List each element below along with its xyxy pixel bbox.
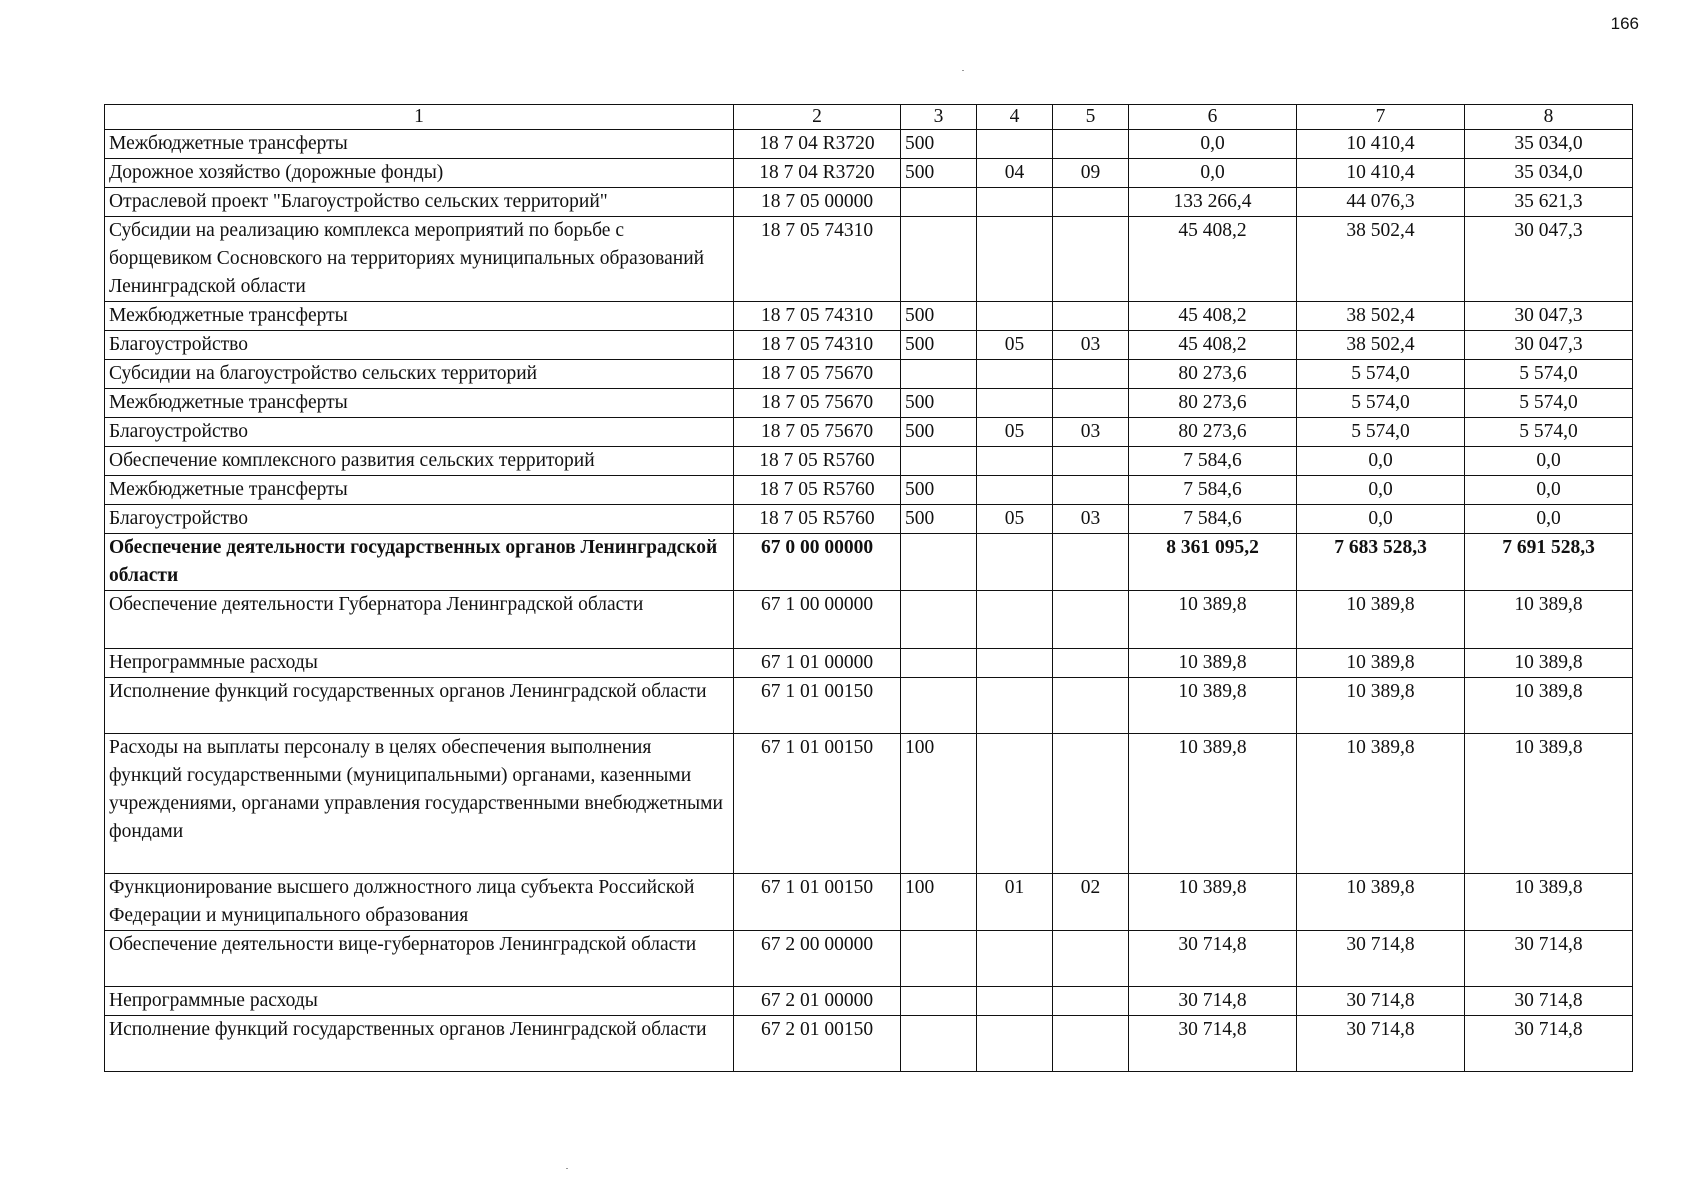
section-cell (977, 649, 1053, 678)
expense-type-cell: 100 (901, 874, 977, 931)
amount-cell-6: 133 266,4 (1129, 188, 1297, 217)
amount-cell-7: 5 574,0 (1297, 418, 1465, 447)
expense-type-cell: 500 (901, 130, 977, 159)
target-article-cell: 18 7 04 R3720 (734, 130, 901, 159)
amount-cell-6: 45 408,2 (1129, 302, 1297, 331)
row-name-cell: Непрограммные расходы (105, 987, 734, 1016)
amount-cell-7: 10 389,8 (1297, 591, 1465, 649)
amount-cell-7: 5 574,0 (1297, 389, 1465, 418)
row-name-cell: Обеспечение деятельности Губернатора Ленинградской области (105, 591, 734, 649)
expense-type-cell: 500 (901, 476, 977, 505)
amount-cell-6: 80 273,6 (1129, 389, 1297, 418)
expense-type-cell: 500 (901, 389, 977, 418)
section-cell (977, 987, 1053, 1016)
target-article-cell: 67 1 01 00150 (734, 734, 901, 874)
table-row (105, 130, 1633, 159)
amount-cell-6: 30 714,8 (1129, 931, 1297, 987)
table-row (105, 505, 1633, 534)
amount-cell-8: 30 714,8 (1465, 931, 1633, 987)
table-row (105, 874, 1633, 931)
row-name-cell: Благоустройство (105, 418, 734, 447)
subsection-cell (1053, 649, 1129, 678)
table-row (105, 987, 1633, 1016)
subsection-cell (1053, 188, 1129, 217)
amount-cell-7: 0,0 (1297, 505, 1465, 534)
amount-cell-8: 10 389,8 (1465, 649, 1633, 678)
target-article-cell: 67 2 00 00000 (734, 931, 901, 987)
amount-cell-8: 10 389,8 (1465, 678, 1633, 734)
page-number: 166 (1610, 14, 1639, 33)
table-row (105, 159, 1633, 188)
target-article-cell: 67 2 01 00150 (734, 1016, 901, 1072)
target-article-cell: 18 7 05 74310 (734, 217, 901, 302)
target-article-cell: 67 1 01 00150 (734, 874, 901, 931)
section-cell: 05 (977, 331, 1053, 360)
scan-speck (566, 1168, 568, 1169)
subsection-cell (1053, 130, 1129, 159)
target-article-cell: 67 1 00 00000 (734, 591, 901, 649)
table-body (105, 130, 1633, 1072)
section-cell (977, 130, 1053, 159)
target-article-cell: 18 7 05 75670 (734, 418, 901, 447)
section-cell (977, 188, 1053, 217)
table-row (105, 476, 1633, 505)
amount-cell-8: 30 714,8 (1465, 1016, 1633, 1072)
section-cell (977, 302, 1053, 331)
amount-cell-6: 30 714,8 (1129, 1016, 1297, 1072)
header-cell: 7 (1297, 105, 1465, 130)
header-cell: 8 (1465, 105, 1633, 130)
table-row (105, 188, 1633, 217)
amount-cell-7: 44 076,3 (1297, 188, 1465, 217)
expense-type-cell: 500 (901, 505, 977, 534)
amount-cell-8: 0,0 (1465, 505, 1633, 534)
amount-cell-8: 30 047,3 (1465, 331, 1633, 360)
target-article-cell: 18 7 05 00000 (734, 188, 901, 217)
header-cell: 4 (977, 105, 1053, 130)
subsection-cell: 09 (1053, 159, 1129, 188)
expense-type-cell (901, 217, 977, 302)
amount-cell-8: 30 047,3 (1465, 217, 1633, 302)
amount-cell-8: 10 389,8 (1465, 734, 1633, 874)
amount-cell-7: 10 410,4 (1297, 130, 1465, 159)
subsection-cell (1053, 931, 1129, 987)
amount-cell-8: 30 047,3 (1465, 302, 1633, 331)
section-cell (977, 389, 1053, 418)
section-cell (977, 591, 1053, 649)
section-cell (977, 360, 1053, 389)
row-name-cell: Субсидии на благоустройство сельских территорий (105, 360, 734, 389)
section-cell (977, 678, 1053, 734)
subsection-cell (1053, 1016, 1129, 1072)
subsection-cell (1053, 302, 1129, 331)
amount-cell-7: 10 389,8 (1297, 874, 1465, 931)
amount-cell-6: 80 273,6 (1129, 418, 1297, 447)
amount-cell-7: 38 502,4 (1297, 331, 1465, 360)
amount-cell-6: 0,0 (1129, 159, 1297, 188)
subsection-cell (1053, 534, 1129, 591)
table-header-row (105, 105, 1633, 130)
amount-cell-7: 38 502,4 (1297, 217, 1465, 302)
amount-cell-6: 7 584,6 (1129, 447, 1297, 476)
amount-cell-8: 5 574,0 (1465, 389, 1633, 418)
table-row (105, 1016, 1633, 1072)
subsection-cell (1053, 678, 1129, 734)
row-name-cell: Отраслевой проект "Благоустройство сельских территорий" (105, 188, 734, 217)
amount-cell-7: 10 410,4 (1297, 159, 1465, 188)
amount-cell-6: 10 389,8 (1129, 874, 1297, 931)
target-article-cell: 18 7 04 R3720 (734, 159, 901, 188)
expense-type-cell (901, 360, 977, 389)
expense-type-cell (901, 188, 977, 217)
subsection-cell: 03 (1053, 505, 1129, 534)
row-name-cell: Межбюджетные трансферты (105, 389, 734, 418)
subsection-cell: 03 (1053, 331, 1129, 360)
amount-cell-6: 30 714,8 (1129, 987, 1297, 1016)
amount-cell-7: 0,0 (1297, 447, 1465, 476)
header-cell: 3 (901, 105, 977, 130)
amount-cell-7: 10 389,8 (1297, 649, 1465, 678)
section-cell (977, 447, 1053, 476)
table-row (105, 649, 1633, 678)
target-article-cell: 18 7 05 R5760 (734, 447, 901, 476)
target-article-cell: 18 7 05 75670 (734, 360, 901, 389)
table-row (105, 302, 1633, 331)
section-cell: 05 (977, 418, 1053, 447)
subsection-cell (1053, 476, 1129, 505)
amount-cell-8: 0,0 (1465, 476, 1633, 505)
amount-cell-8: 35 034,0 (1465, 130, 1633, 159)
amount-cell-6: 8 361 095,2 (1129, 534, 1297, 591)
row-name-cell: Расходы на выплаты персоналу в целях обеспечения выполнения функций государственными (муниципальными) органами, казенными учреждениями, органами управления государственными внебюджетными фондами (105, 734, 734, 874)
amount-cell-6: 10 389,8 (1129, 678, 1297, 734)
table-row (105, 217, 1633, 302)
table-row (105, 360, 1633, 389)
amount-cell-7: 5 574,0 (1297, 360, 1465, 389)
row-name-cell: Обеспечение комплексного развития сельских территорий (105, 447, 734, 476)
row-name-cell: Обеспечение деятельности государственных органов Ленинградской области (105, 534, 734, 591)
target-article-cell: 67 1 01 00150 (734, 678, 901, 734)
target-article-cell: 18 7 05 74310 (734, 302, 901, 331)
expense-type-cell (901, 591, 977, 649)
amount-cell-6: 7 584,6 (1129, 476, 1297, 505)
amount-cell-8: 0,0 (1465, 447, 1633, 476)
amount-cell-8: 10 389,8 (1465, 591, 1633, 649)
row-name-cell: Межбюджетные трансферты (105, 302, 734, 331)
expense-type-cell (901, 649, 977, 678)
amount-cell-6: 45 408,2 (1129, 331, 1297, 360)
amount-cell-8: 35 034,0 (1465, 159, 1633, 188)
subsection-cell (1053, 447, 1129, 476)
amount-cell-7: 30 714,8 (1297, 1016, 1465, 1072)
subsection-cell (1053, 217, 1129, 302)
row-name-cell: Субсидии на реализацию комплекса мероприятий по борьбе с борщевиком Сосновского на территориях муниципальных образований Ленинградской области (105, 217, 734, 302)
section-cell (977, 734, 1053, 874)
row-name-cell: Функционирование высшего должностного лица субъекта Российской Федерации и муниципального образования (105, 874, 734, 931)
row-name-cell: Исполнение функций государственных органов Ленинградской области (105, 1016, 734, 1072)
row-name-cell: Непрограммные расходы (105, 649, 734, 678)
expense-type-cell (901, 1016, 977, 1072)
amount-cell-8: 5 574,0 (1465, 418, 1633, 447)
scan-speck (962, 70, 964, 71)
table-row (105, 418, 1633, 447)
section-cell (977, 1016, 1053, 1072)
section-cell: 05 (977, 505, 1053, 534)
amount-cell-6: 45 408,2 (1129, 217, 1297, 302)
subsection-cell (1053, 591, 1129, 649)
table-row (105, 931, 1633, 987)
amount-cell-6: 7 584,6 (1129, 505, 1297, 534)
expense-type-cell: 500 (901, 418, 977, 447)
section-cell: 04 (977, 159, 1053, 188)
subsection-cell (1053, 389, 1129, 418)
table-row (105, 447, 1633, 476)
table-row (105, 591, 1633, 649)
expense-type-cell: 500 (901, 302, 977, 331)
amount-cell-8: 5 574,0 (1465, 360, 1633, 389)
subsection-cell: 03 (1053, 418, 1129, 447)
amount-cell-6: 10 389,8 (1129, 649, 1297, 678)
amount-cell-6: 10 389,8 (1129, 734, 1297, 874)
section-cell (977, 534, 1053, 591)
target-article-cell: 67 2 01 00000 (734, 987, 901, 1016)
header-cell: 6 (1129, 105, 1297, 130)
row-name-cell: Дорожное хозяйство (дорожные фонды) (105, 159, 734, 188)
subsection-cell (1053, 734, 1129, 874)
expense-type-cell: 100 (901, 734, 977, 874)
table-row (105, 678, 1633, 734)
header-cell: 1 (105, 105, 734, 130)
amount-cell-6: 10 389,8 (1129, 591, 1297, 649)
expense-type-cell: 500 (901, 331, 977, 360)
amount-cell-6: 0,0 (1129, 130, 1297, 159)
table-row (105, 331, 1633, 360)
target-article-cell: 18 7 05 R5760 (734, 476, 901, 505)
row-name-cell: Благоустройство (105, 505, 734, 534)
expense-type-cell (901, 447, 977, 476)
amount-cell-7: 30 714,8 (1297, 987, 1465, 1016)
expense-type-cell (901, 987, 977, 1016)
target-article-cell: 67 1 01 00000 (734, 649, 901, 678)
expense-type-cell: 500 (901, 159, 977, 188)
header-cell: 2 (734, 105, 901, 130)
table-row (105, 734, 1633, 874)
expense-type-cell (901, 678, 977, 734)
amount-cell-8: 7 691 528,3 (1465, 534, 1633, 591)
table-row (105, 389, 1633, 418)
amount-cell-8: 10 389,8 (1465, 874, 1633, 931)
target-article-cell: 67 0 00 00000 (734, 534, 901, 591)
target-article-cell: 18 7 05 R5760 (734, 505, 901, 534)
amount-cell-7: 7 683 528,3 (1297, 534, 1465, 591)
amount-cell-7: 30 714,8 (1297, 931, 1465, 987)
amount-cell-7: 38 502,4 (1297, 302, 1465, 331)
target-article-cell: 18 7 05 75670 (734, 389, 901, 418)
amount-cell-7: 10 389,8 (1297, 734, 1465, 874)
amount-cell-7: 10 389,8 (1297, 678, 1465, 734)
expense-type-cell (901, 931, 977, 987)
subsection-cell (1053, 987, 1129, 1016)
table-row (105, 534, 1633, 591)
row-name-cell: Благоустройство (105, 331, 734, 360)
target-article-cell: 18 7 05 74310 (734, 331, 901, 360)
amount-cell-8: 30 714,8 (1465, 987, 1633, 1016)
amount-cell-7: 0,0 (1297, 476, 1465, 505)
section-cell (977, 217, 1053, 302)
subsection-cell (1053, 360, 1129, 389)
subsection-cell: 02 (1053, 874, 1129, 931)
amount-cell-6: 80 273,6 (1129, 360, 1297, 389)
expense-type-cell (901, 534, 977, 591)
header-cell: 5 (1053, 105, 1129, 130)
row-name-cell: Исполнение функций государственных органов Ленинградской области (105, 678, 734, 734)
budget-table (104, 104, 1633, 1072)
amount-cell-8: 35 621,3 (1465, 188, 1633, 217)
section-cell: 01 (977, 874, 1053, 931)
section-cell (977, 476, 1053, 505)
row-name-cell: Межбюджетные трансферты (105, 130, 734, 159)
row-name-cell: Обеспечение деятельности вице-губернаторов Ленинградской области (105, 931, 734, 987)
row-name-cell: Межбюджетные трансферты (105, 476, 734, 505)
section-cell (977, 931, 1053, 987)
